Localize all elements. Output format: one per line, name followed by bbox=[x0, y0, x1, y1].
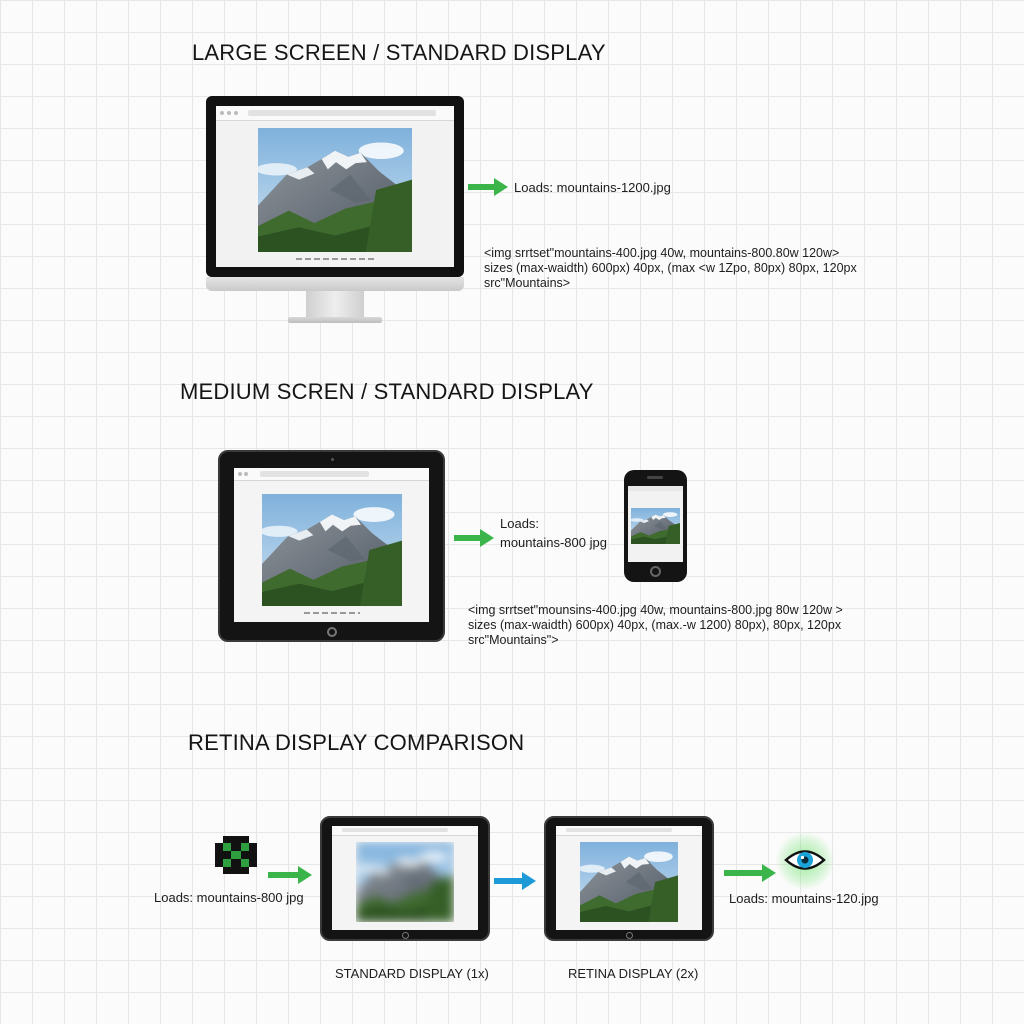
sharp-mountain-image bbox=[580, 842, 678, 922]
mountain-image bbox=[262, 494, 402, 606]
code-line: <img srrtset"mountains-400.jpg 40w, mountains-800.80w 120w> bbox=[484, 246, 840, 260]
code-line: src"Mountains"> bbox=[468, 633, 559, 647]
blurred-mountain-image bbox=[356, 842, 454, 922]
retina-right-loads-label: Loads: mountains-120.jpg bbox=[729, 891, 879, 906]
desktop-monitor bbox=[206, 96, 464, 326]
mountain-image bbox=[258, 128, 412, 252]
large-section-title: LARGE SCREEN / STANDARD DISPLAY bbox=[192, 40, 606, 65]
home-button bbox=[650, 566, 661, 577]
green-arrow-retina-left bbox=[268, 866, 312, 884]
medium-section-title: MEDIUM SCREN / STANDARD DISPLAY bbox=[180, 379, 594, 404]
standard-display-caption: STANDARD DISPLAY (1x) bbox=[335, 966, 489, 981]
home-button bbox=[626, 932, 633, 939]
green-arrow-large bbox=[468, 178, 508, 196]
browser-toolbar bbox=[216, 106, 454, 121]
retina-tablet bbox=[544, 816, 714, 941]
home-button bbox=[402, 932, 409, 939]
eye-icon bbox=[784, 845, 826, 875]
large-loads-label: Loads: mountains-1200.jpg bbox=[514, 180, 671, 195]
tablet-device bbox=[218, 450, 445, 642]
phone-device bbox=[624, 470, 687, 582]
code-line: sizes (max-waidth) 600px) 40px, (max.-w 1200) 80px), 80px, 120px bbox=[468, 618, 842, 632]
pixel-grid-icon bbox=[215, 836, 257, 874]
retina-section-title: RETINA DISPLAY COMPARISON bbox=[188, 730, 525, 755]
green-arrow-retina-right bbox=[724, 864, 776, 882]
browser-toolbar bbox=[234, 468, 429, 481]
retina-left-loads-label: Loads: mountains-800 jpg bbox=[154, 890, 304, 905]
standard-tablet bbox=[320, 816, 490, 941]
medium-loads-label: Loads: mountains-800 jpg bbox=[500, 516, 607, 550]
large-code-snippet bbox=[484, 246, 857, 291]
home-button bbox=[327, 627, 337, 637]
blue-arrow bbox=[494, 872, 536, 890]
code-line: <img srrtset"mounsins-400.jpg 40w, mountains-800.jpg 80w 120w > bbox=[468, 603, 843, 617]
green-arrow-medium bbox=[454, 529, 494, 547]
code-line: src"Mountains> bbox=[484, 276, 571, 290]
retina-display-caption: RETINA DISPLAY (2x) bbox=[568, 966, 699, 981]
browser-toolbar bbox=[332, 826, 478, 836]
medium-code-snippet bbox=[468, 603, 843, 648]
mountain-image bbox=[631, 508, 680, 544]
browser-toolbar bbox=[556, 826, 702, 836]
code-line: sizes (max-waidth) 600px) 40px, (max <w 1Zpo, 80px) 80px, 120px bbox=[484, 261, 857, 275]
